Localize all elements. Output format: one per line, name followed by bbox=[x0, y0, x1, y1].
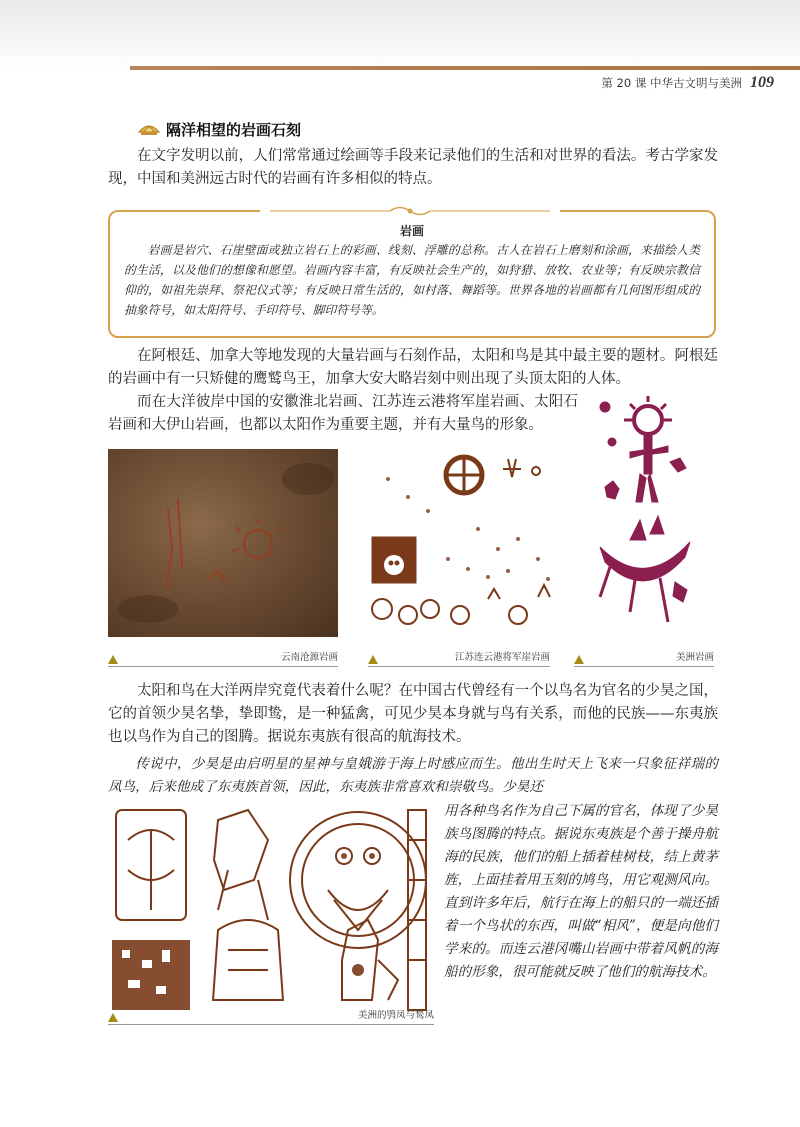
caption-triangle-icon bbox=[574, 655, 584, 664]
paragraph-intro: 在文字发明以前，人们常常通过绘画等手段来记录他们的生活和对世界的看法。考古学家发现，中国和美洲远古时代的岩画有许多相似的特点。 bbox=[108, 148, 718, 187]
caption-yunnan bbox=[108, 652, 338, 667]
section-heading bbox=[138, 118, 301, 140]
america-rock-art-image bbox=[590, 392, 700, 642]
page-top-band bbox=[0, 0, 800, 68]
caption-jiangsu-text: 江苏连云港将军崖岩画 bbox=[454, 652, 550, 663]
caption-triangle-icon bbox=[368, 655, 378, 664]
paragraph-legend-cont: 用各种鸟名作为自己下属的官名，体现了少昊族鸟图腾的特点。据说东夷族是个善于操舟航海的民族，他们的船上插着桂树枝，结上黄茅旌，上面挂着用玉刻的鸠鸟，用它观测风向。直到许多年后，航行在海上的船只的一端还插着一个鸟状的东西，叫做“相风”，便是向他们学来的。而连云港冈嘴山岩画中带着风帆的海船的形象，很可能就反映了他们的航海技术。 bbox=[444, 803, 718, 980]
infobox-rock-art bbox=[108, 210, 716, 338]
caption-triangle-icon bbox=[108, 655, 118, 664]
caption-yunnan-text: 云南沧源岩画 bbox=[280, 652, 338, 663]
caption-america-text: 美洲岩画 bbox=[675, 652, 714, 663]
caption-birds-text: 美洲的鸮凤与鹙凤 bbox=[357, 1010, 434, 1021]
caption-birds bbox=[108, 1010, 434, 1025]
paragraph-legend: 传说中，少昊是由启明星的星神与皇娥游于海上时感应而生。他出生时天上飞来一只象征祥瑞的凤鸟，后来他成了东夷族首领，因此，东夷族非常喜欢和崇敬鸟。少昊还 bbox=[108, 756, 718, 795]
lesson-title: 第 20 课 中华古文明与美洲 bbox=[601, 76, 742, 90]
america-bird-figures-image bbox=[108, 800, 438, 1015]
paragraph-sun-bird: 在阿根廷、加拿大等地发现的大量岩画与石刻作品，太阳和鸟是其中最主要的题材。阿根廷的岩画中有一只矫健的鹰鹫鸟王，加拿大安大略岩刻中则出现了头顶太阳的人体。 bbox=[108, 348, 718, 387]
page-header bbox=[601, 74, 774, 96]
infobox-title: 岩画 bbox=[399, 224, 424, 238]
caption-triangle-icon bbox=[108, 1013, 118, 1022]
infobox-body: 岩画是岩穴、石崖壁面或独立岩石上的彩画、线刻、浮雕的总称。古人在岩石上磨刻和涂画，来描绘人类的生活，以及他们的想像和愿望。岩画内容丰富，有反映社会生产的，如狩猎、放牧、农业等；有反映宗教信仰的，如祖先崇拜、祭祀仪式等；有反映日常生活的，如村落、舞蹈等。世界各地的岩画都有几何图形组成的抽象符号，如太阳符号、手印符号、脚印符号等。 bbox=[124, 243, 700, 317]
section-title: 隔洋相望的岩画石刻 bbox=[166, 120, 302, 139]
caption-jiangsu bbox=[368, 652, 550, 667]
box-ornament bbox=[260, 204, 560, 218]
paragraph-china-rock: 而在大洋彼岸中国的安徽淮北岩画、江苏连云港将军崖岩画、太阳石岩画和大伊山岩画，也都以太阳作为重要主题，并有大量鸟的形象。 bbox=[108, 394, 578, 433]
jiangsu-rock-art-image bbox=[368, 449, 568, 639]
caption-america bbox=[574, 652, 714, 667]
yunnan-rock-painting-image bbox=[108, 449, 338, 637]
page-number: 109 bbox=[750, 74, 774, 91]
paragraph-shaohao: 太阳和鸟在大洋两岸究竟代表着什么呢？在中国古代曾经有一个以鸟名为官名的少昊之国，它的首领少昊名挚，挚即鸷，是一种猛禽，可见少昊本身就与鸟有关系，而他的民族——东夷族也以鸟作为自己的图腾。据说东夷族有很高的航海技术。 bbox=[108, 683, 718, 745]
header-rule bbox=[130, 66, 800, 70]
lotus-emblem-icon bbox=[138, 118, 160, 140]
